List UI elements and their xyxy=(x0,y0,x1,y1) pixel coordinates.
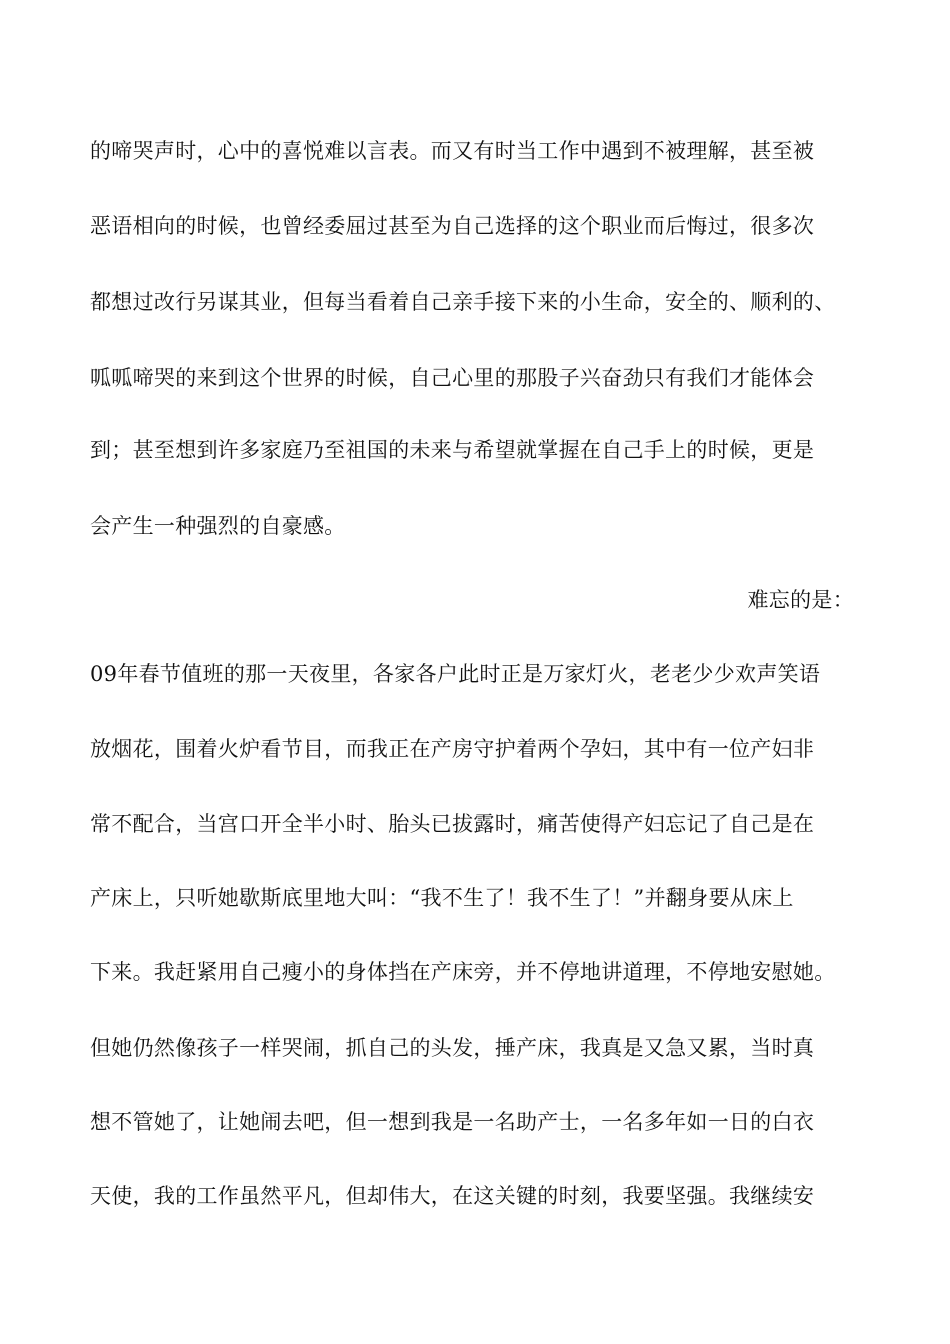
paragraph-line: 但她仍然像孩子一样哭闹，抓自己的头发，捶产床，我真是又急又累，当时真 xyxy=(90,1036,815,1060)
paragraph-line: 的啼哭声时，心中的喜悦难以言表。而又有时当工作中遇到不被理解，甚至被 xyxy=(90,139,815,163)
paragraph-line: 下来。我赶紧用自己瘦小的身体挡在产床旁，并不停地讲道理，不停地安慰她。 xyxy=(90,960,836,984)
paragraph-line: 产床上，只听她歇斯底里地大叫：“我不生了！我不生了！”并翻身要从床上 xyxy=(90,886,794,910)
paragraph-line: 到；甚至想到许多家庭乃至祖国的未来与希望就掌握在自己手上的时候，更是 xyxy=(90,438,815,462)
paragraph-line: 天使，我的工作虽然平凡，但却伟大，在这关键的时刻，我要坚强。我继续安 xyxy=(90,1184,815,1208)
paragraph-line: 恶语相向的时候，也曾经委屈过甚至为自己选择的这个职业而后悔过，很多次 xyxy=(90,214,815,238)
paragraph-line: 常不配合，当宫口开全半小时、胎头已拔露时，痛苦使得产妇忘记了自己是在 xyxy=(90,812,815,836)
paragraph-line: 呱呱啼哭的来到这个世界的时候，自己心里的那股子兴奋劲只有我们才能体会 xyxy=(90,366,815,390)
paragraph-line: 会产生一种强烈的自豪感。 xyxy=(90,514,346,538)
paragraph-line: 都想过改行另谋其业，但每当看着自己亲手接下来的小生命，安全的、顺利的、 xyxy=(90,290,836,314)
paragraph-line: 想不管她了，让她闹去吧，但一想到我是一名助产士，一名多年如一日的白衣 xyxy=(90,1110,815,1134)
section-heading: 难忘的是： xyxy=(747,588,854,612)
paragraph-line: 放烟花，围着火炉看节目，而我正在产房守护着两个孕妇，其中有一位产妇非 xyxy=(90,737,815,761)
paragraph-line: 09年春节值班的那一天夜里，各家各户此时正是万家灯火，老老少少欢声笑语 xyxy=(90,662,821,686)
